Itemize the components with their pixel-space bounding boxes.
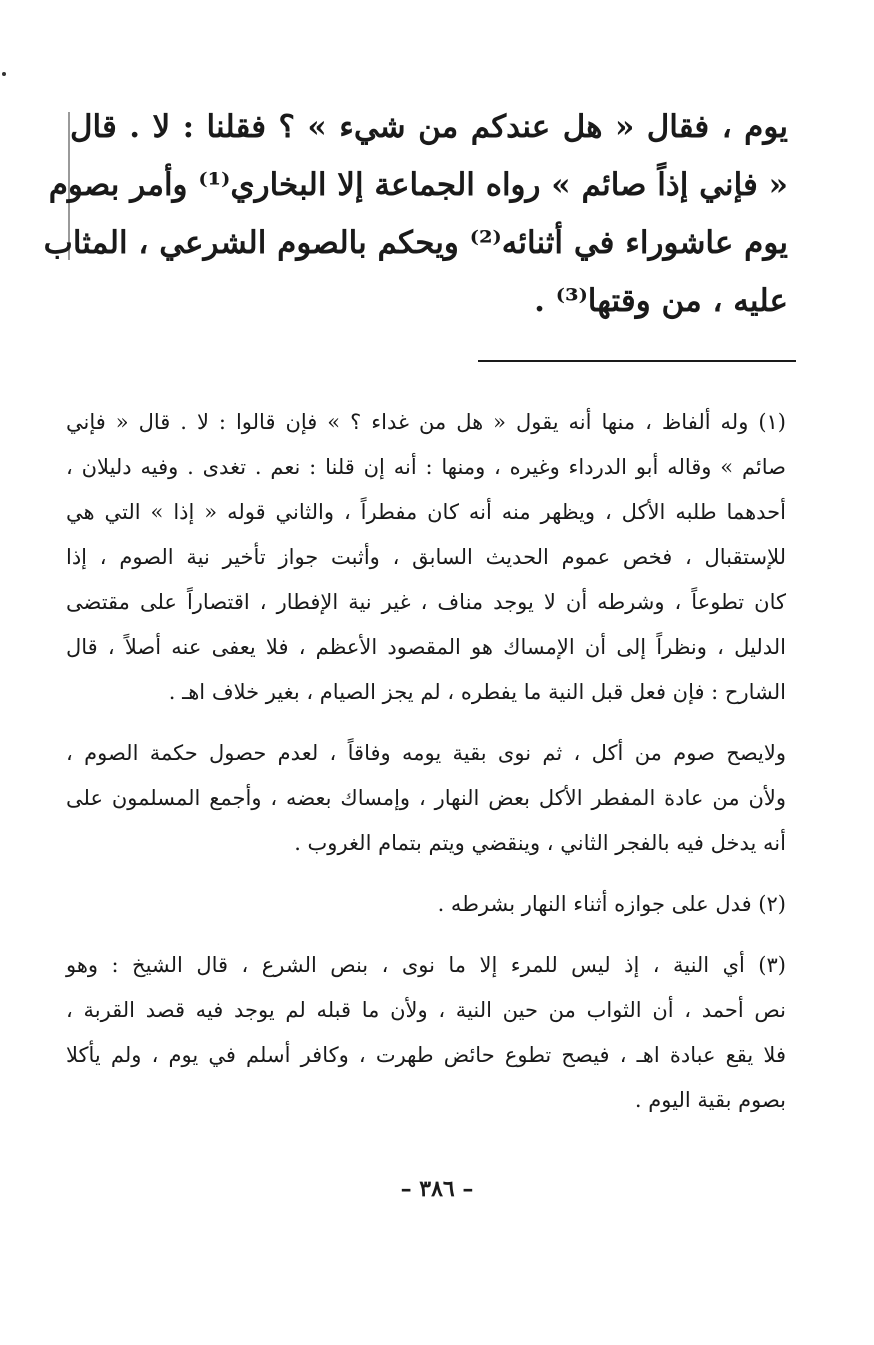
footnote-1-line: الشارح : فإن فعل قبل النية ما يفطره ، لم يجز الصيام ، بغير خلاف اهـ . <box>168 680 786 704</box>
footnote-1-line: أحدهما طلبه الأكل ، ويظهر منه أنه كان مفطراً ، والثاني قوله « إذا » التي هي <box>66 500 786 524</box>
main-text <box>43 98 788 330</box>
footnote-3-line: بصوم بقية اليوم . <box>634 1088 786 1112</box>
footnote-1-line: الدليل ، ونظراً إلى أن الإمساك هو المقصود الأعظم ، فلا يعفى عنه أصلاً ، قال <box>66 635 786 659</box>
main-text-line: عليه ، من وقتها⁽³⁾ . <box>534 283 788 319</box>
page-number: – ٣٨٦ – <box>400 1176 474 1202</box>
paragraph-gap <box>66 927 786 943</box>
paragraph-gap <box>66 715 786 731</box>
footnote-1-line: كان تطوعاً ، وشرطه أن لا يوجد مناف ، غير نية الإفطار ، اقتصاراً على مقتضى <box>66 590 786 614</box>
footnote-3-line: (٣) أي النية ، إذ ليس للمرء إلا ما نوى ، بنص الشرع ، قال الشيخ : وهو <box>66 953 786 977</box>
main-text-line: يوم عاشوراء في أثنائه⁽²⁾ ويحكم بالصوم الشرعي ، المثاب <box>43 225 788 261</box>
footnotes <box>66 400 786 1123</box>
main-text-line: « فإني إذاً صائم » رواه الجماعة إلا البخاري⁽¹⁾ وأمر بصوم <box>48 167 788 203</box>
footnote-3-line: نص أحمد ، أن الثواب من حين النية ، ولأن ما قبله لم يوجد فيه قصد القربة ، <box>66 998 786 1022</box>
footnote-2-line: (٢) فدل على جوازه أثناء النهار بشرطه . <box>437 892 786 916</box>
footnote-1-continued-line: أنه يدخل فيه بالفجر الثاني ، وينقضي ويتم بتمام الغروب . <box>294 831 786 855</box>
scan-speck <box>2 72 6 76</box>
footnote-1-line: (١) وله ألفاظ ، منها أنه يقول « هل من غداء ؟ » فإن قالوا : لا . قال « فإني <box>66 410 786 434</box>
footnote-separator <box>478 360 796 362</box>
footnote-1-line: صائم » وقاله أبو الدرداء وغيره ، ومنها : أنه إن قلنا : نعم . تغدى . وفيه دليلان ، <box>66 455 786 479</box>
footnote-1-continued-line: ولايصح صوم من أكل ، ثم نوى بقية يومه وفاقاً ، لعدم حصول حكمة الصوم ، <box>66 741 786 765</box>
footnote-1-continued-line: ولأن من عادة المفطر الأكل بعض النهار ، وإمساك بعضه ، وأجمع المسلمون على <box>66 786 786 810</box>
footnote-1-line: للإستقبال ، فخص عموم الحديث السابق ، وأثبت جواز تأخير نية الصوم ، إذا <box>66 545 786 569</box>
main-text-line: يوم ، فقال « هل عندكم من شيء » ؟ فقلنا : لا . قال <box>70 109 788 145</box>
footnote-3-line: فلا يقع عبادة اهـ ، فيصح تطوع حائض طهرت ، وكافر أسلم في يوم ، ولم يأكلا <box>66 1043 786 1067</box>
paragraph-gap <box>66 866 786 882</box>
